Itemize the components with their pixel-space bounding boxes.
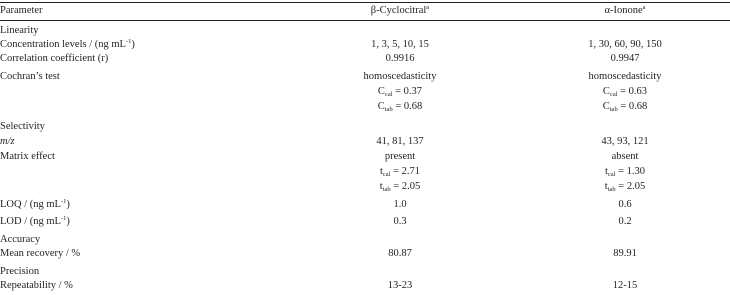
row-tcal-ionone: $t_{cal} = 1.30$ (604, 166, 646, 178)
row-loq-label: LOQ / (ng $mL^{-1}$) (0, 198, 70, 210)
row-lod-label: LOD / (ng $mL^{-1}$) (0, 215, 70, 227)
row-correlation-cyclocitral: 0.9916 (385, 53, 415, 64)
row-repeatability-cyclocitral: 13-23 (387, 280, 413, 291)
row-recovery-label: Mean recovery / % (0, 248, 81, 259)
row-correlation-label: Correlation coefficient (r) (0, 53, 109, 64)
row-ttab-ionone: $t_{tab} = 2.05$ (604, 181, 646, 193)
row-correlation-ionone: 0.9947 (610, 53, 640, 64)
row-loq-cyclocitral: 1.0 (393, 199, 407, 210)
section-linearity: Linearity (0, 25, 39, 36)
row-lod-cyclocitral: 0.3 (393, 216, 407, 227)
row-lod-ionone: 0.2 (618, 216, 632, 227)
row-ccal-cyclocitral: $C_{cal} = 0.37$ (377, 86, 423, 98)
row-ttab-cyclocitral: $t_{tab} = 2.05$ (379, 181, 421, 193)
row-ccal-ionone: $C_{cal} = 0.63$ (602, 86, 648, 98)
row-cochran-label: Cochran’s test (0, 71, 60, 82)
row-repeatability-ionone: 12-15 (612, 280, 638, 291)
row-matrix-ionone: absent (611, 151, 639, 162)
row-ctab-cyclocitral: $C_{tab} = 0.68$ (377, 101, 423, 113)
row-loq-ionone: 0.6 (618, 199, 632, 210)
row-mz-ionone: 43, 93, 121 (601, 136, 649, 147)
row-matrix-cyclocitral: present (384, 151, 416, 162)
section-selectivity: Selectivity (0, 121, 45, 132)
header-beta-cyclocitral: β-Cyclocitral$^a$ (370, 4, 430, 16)
row-concentration-ionone: 1, 30, 60, 90, 150 (588, 39, 662, 50)
row-repeatability-label: Repeatability / % (0, 280, 73, 291)
header-parameter: Parameter (0, 5, 43, 16)
row-cochran-cyclocitral: homoscedasticity (363, 71, 437, 82)
header-alpha-ionone: α-Ionone$^a$ (604, 4, 646, 16)
header-bottom-rule (0, 20, 730, 21)
row-concentration-cyclocitral: 1, 3, 5, 10, 15 (371, 39, 429, 50)
row-mz-cyclocitral: 41, 81, 137 (376, 136, 424, 147)
row-cochran-ionone: homoscedasticity (588, 71, 662, 82)
row-matrix-label: Matrix effect (0, 151, 55, 162)
row-recovery-cyclocitral: 80.87 (388, 248, 412, 259)
section-precision: Precision (0, 266, 40, 277)
row-tcal-cyclocitral: $t_{cal} = 2.71$ (379, 166, 421, 178)
row-recovery-ionone: 89.91 (613, 248, 637, 259)
row-concentration-label: Concentration levels / (ng $mL^{-1}$) (0, 38, 135, 50)
section-accuracy: Accuracy (0, 234, 41, 245)
row-mz-label: m/z (0, 136, 15, 147)
row-ctab-ionone: $C_{tab} = 0.68$ (602, 101, 648, 113)
table-top-rule (0, 2, 730, 3)
